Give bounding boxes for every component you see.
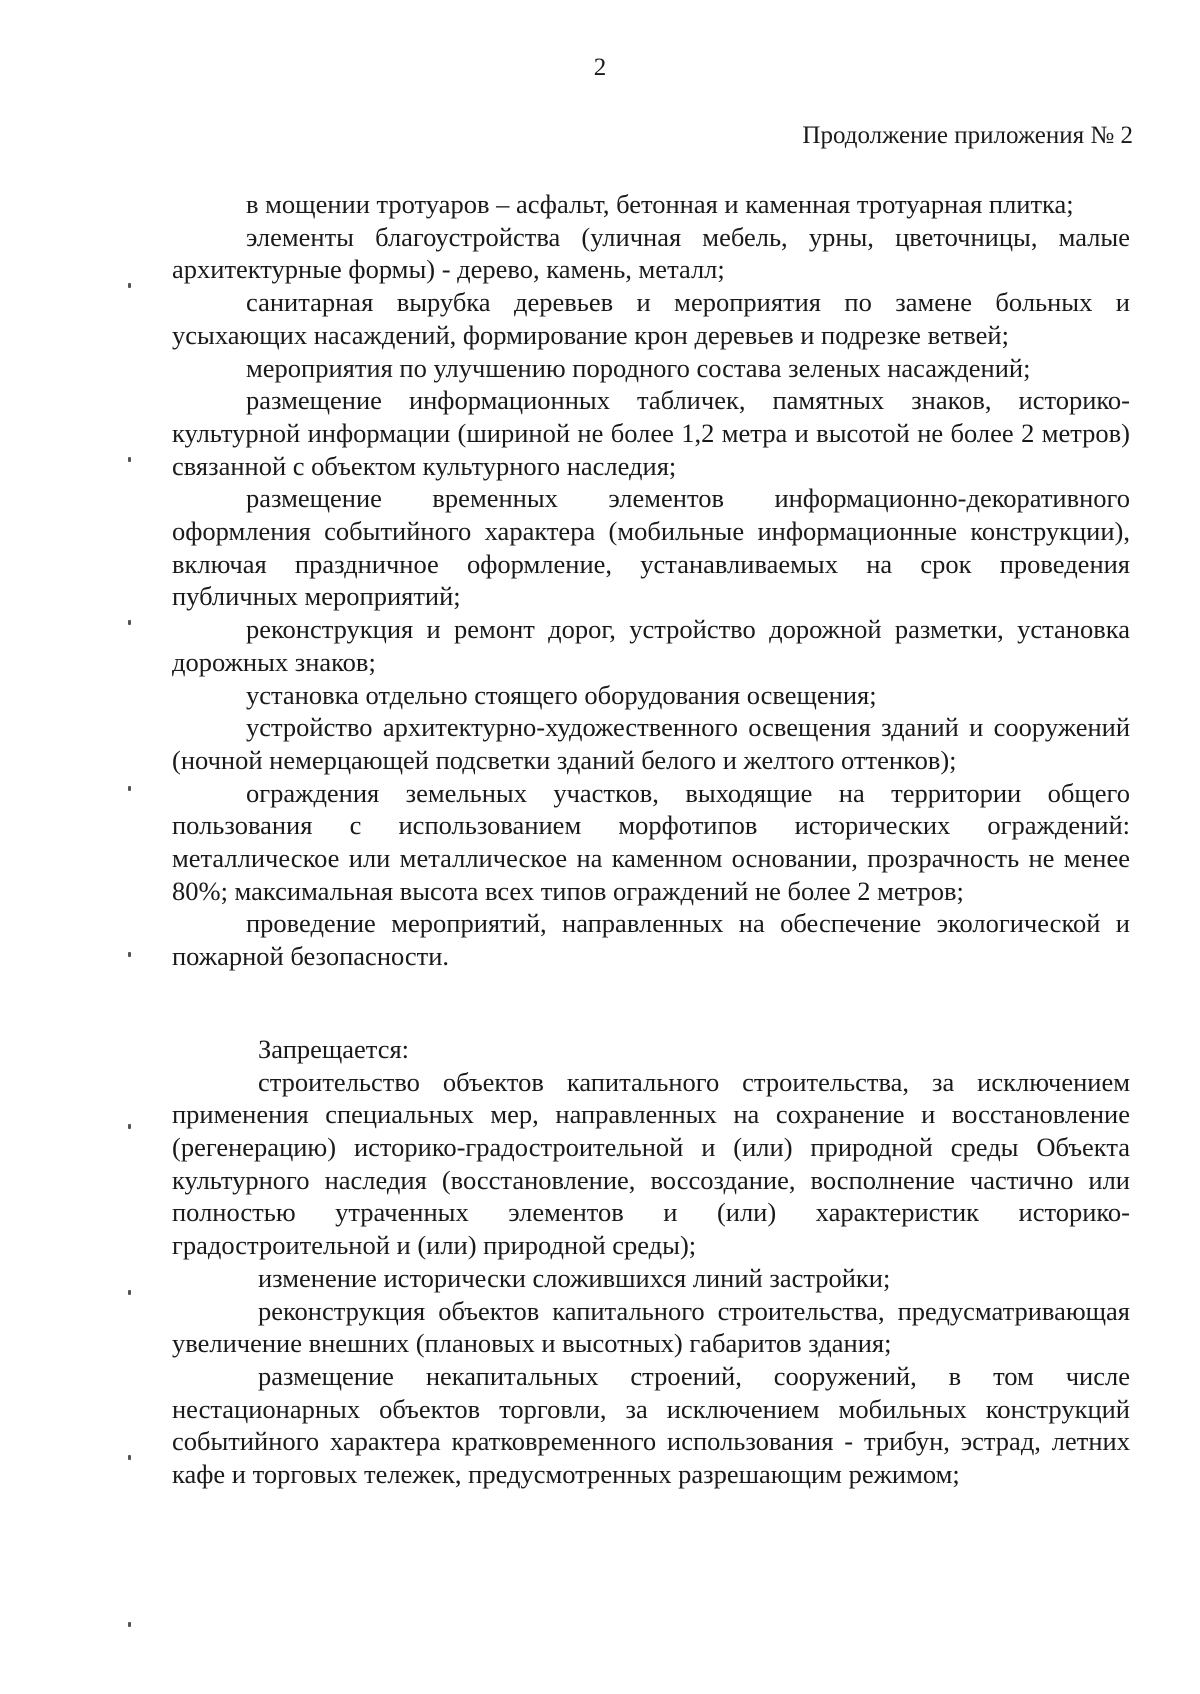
paragraph-road-repair: реконструкция и ремонт дорог, устройство дорожной разметки, установка дорожных знаков; [172, 614, 1130, 677]
page-number: 2 [593, 54, 607, 81]
scan-mark [128, 952, 131, 957]
paragraph-sidewalk-paving: в мощении тротуаров – асфальт, бетонная и каменная тротуарная плитка; [246, 189, 1074, 219]
scan-mark [128, 1622, 131, 1627]
forbidden-item-temporary-structures: размещение некапитальных строений, сооружений, в том числе нестационарных объектов торговли, за исключением мобильных конструкций событийного характера кратковременного использования - трибун, эстрад, летних кафе и торговых тележек, предусмотренных разрешающим режимом; [172, 1360, 1130, 1490]
paragraph-landscaping-elements: элементы благоустройства (уличная мебель, урны, цветочницы, малые архитектурные формы) - дерево, камень, металл; [172, 221, 1130, 285]
forbidden-item-building-lines: изменение исторически сложившихся линий застройки; [258, 1262, 891, 1293]
paragraph-information-plates: размещение информационных табличек, памятных знаков, историко-культурной информации (шириной не более 1,2 метра и высотой не более 2 метров) связанной с объектом культурного наследия; [172, 385, 1130, 481]
scan-mark [128, 1290, 131, 1295]
scan-mark [128, 620, 131, 625]
paragraph-sanitary-felling: санитарная вырубка деревьев и мероприятия по замене больных и усыхающих насаждений, формирование крон деревьев и подрезке ветвей; [172, 287, 1130, 350]
scan-mark [128, 1455, 131, 1460]
scan-mark [128, 1124, 131, 1129]
paragraph-species-composition: мероприятия по улучшению породного состава зеленых насаждений; [246, 352, 1031, 383]
paragraph-architectural-lighting: устройство архитектурно-художественного освещения зданий и сооружений (ночной немерцающей подсветки зданий белого и желтого оттенков); [172, 712, 1130, 775]
scan-mark [128, 457, 131, 462]
paragraph-lighting-equipment: установка отдельно стоящего оборудования освещения; [246, 679, 877, 710]
scan-mark [128, 786, 131, 791]
forbidden-item-reconstruction: реконструкция объектов капитального строительства, предусматривающая увеличение внешних (плановых и высотных) габаритов здания; [172, 1295, 1130, 1359]
forbidden-heading: Запрещается: [258, 1033, 410, 1064]
running-header: Продолжение приложения № 2 [802, 122, 1133, 149]
document-body [172, 188, 1130, 1491]
scan-mark [128, 283, 131, 288]
forbidden-item-construction: строительство объектов капитального строительства, за исключением применения специальных мер, направленных на сохранение и восстановление (регенерацию) историко-градостроительной и (или) природной среды Объекта культурного наследия (восстановление, воссоздание, восполнение частично или полностью утраченных элементов и (или) характеристик историко-градостроительной и (или) природной среды); [172, 1066, 1130, 1261]
paragraph-temporary-decoration: размещение временных элементов информационно-декоративного оформления событийного характера (мобильные информационные конструкции), включая праздничное оформление, устанавливаемых на срок проведения публичных мероприятий; [172, 483, 1130, 612]
paragraph-safety-measures: проведение мероприятий, направленных на обеспечение экологической и пожарной безопасности. [172, 908, 1130, 972]
paragraph-fencing: ограждения земельных участков, выходящие на территории общего пользования с использованием морфотипов исторических ограждений: металлическое или металлическое на каменном основании, прозрачность не менее 80%; максимальная высота всех типов ограждений не более 2 метров; [172, 777, 1130, 906]
